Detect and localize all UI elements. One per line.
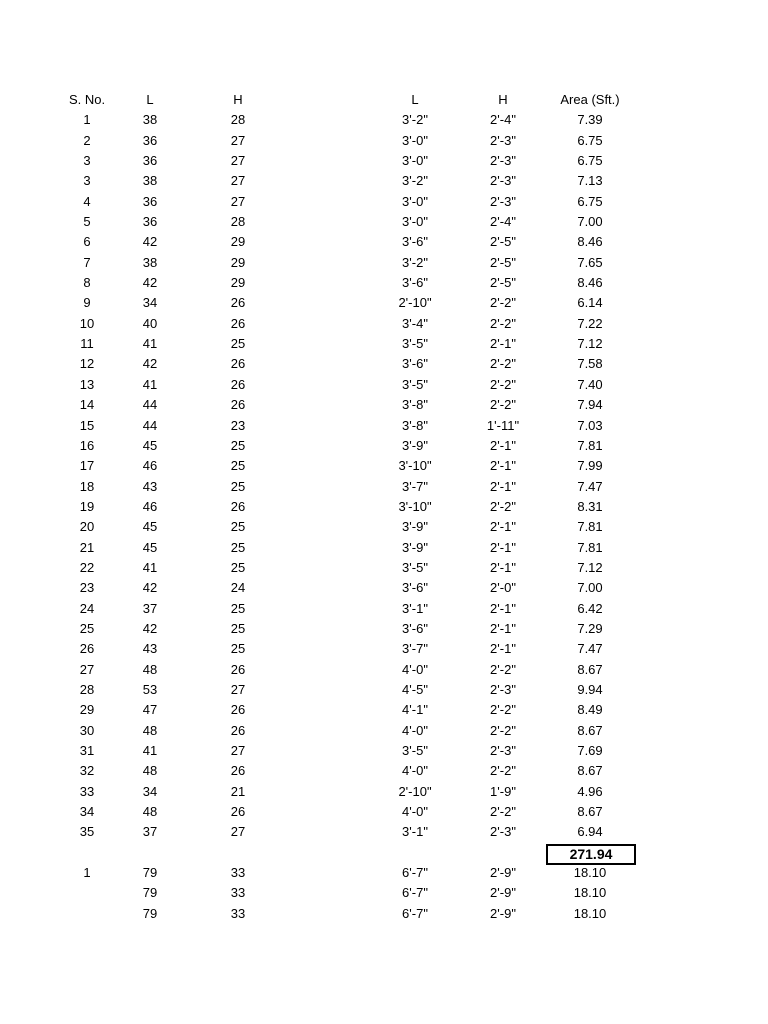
- cell-height-ft: 2'-2": [490, 763, 516, 779]
- cell-length-in: 46: [142, 458, 158, 474]
- cell-sno: 30: [79, 722, 95, 738]
- cell-area: 7.12: [577, 559, 603, 575]
- cell-height-ft: 2'-3": [490, 681, 516, 697]
- cell-area: 6.75: [577, 153, 603, 169]
- cell-length-ft: 3'-6": [402, 275, 428, 291]
- cell-height-in: 26: [230, 315, 246, 331]
- cell-length-in: 48: [142, 804, 158, 820]
- cell-length-ft: 6'-7": [402, 865, 428, 881]
- table-row: [0, 436, 768, 456]
- table-row: [0, 253, 768, 273]
- cell-length-ft: 3'-2": [402, 112, 428, 128]
- cell-height-in: 27: [230, 824, 246, 840]
- cell-length-ft: 4'-0": [402, 661, 428, 677]
- cell-area: 7.81: [577, 519, 603, 535]
- cell-length-ft: 2'-10": [398, 295, 432, 311]
- cell-sno: 19: [79, 498, 95, 514]
- cell-length-in: 48: [142, 763, 158, 779]
- cell-height-ft: 2'-1": [490, 641, 516, 657]
- cell-height-ft: 2'-3": [490, 153, 516, 169]
- cell-length-in: 45: [142, 437, 158, 453]
- table-row: [0, 171, 768, 191]
- cell-length-ft: 3'-10": [398, 458, 432, 474]
- cell-length-ft: 3'-9": [402, 437, 428, 453]
- table-row: [0, 334, 768, 354]
- cell-area: 8.46: [577, 234, 603, 250]
- table-row: [0, 904, 768, 924]
- cell-length-in: 48: [142, 661, 158, 677]
- cell-sno: 11: [80, 336, 94, 352]
- cell-area: 8.67: [577, 763, 603, 779]
- table-row: [0, 375, 768, 395]
- cell-sno: 17: [79, 458, 95, 474]
- cell-length-ft: 3'-2": [402, 173, 428, 189]
- table-row: [0, 721, 768, 741]
- cell-sno: 12: [79, 356, 95, 372]
- cell-length-ft: 3'-9": [402, 539, 428, 555]
- cell-length-in: 36: [142, 214, 158, 230]
- cell-height-in: 29: [230, 234, 246, 250]
- cell-height-ft: 2'-4": [490, 112, 516, 128]
- cell-height-ft: 2'-1": [490, 620, 516, 636]
- cell-sno: 23: [79, 580, 95, 596]
- cell-height-ft: 2'-3": [490, 824, 516, 840]
- cell-height-in: 27: [230, 153, 246, 169]
- cell-height-in: 26: [230, 722, 246, 738]
- cell-length-in: 36: [142, 153, 158, 169]
- header-height-in: H: [233, 92, 243, 107]
- table-row: [0, 599, 768, 619]
- table-body: [0, 110, 768, 842]
- cell-height-in: 27: [230, 173, 246, 189]
- cell-length-ft: 4'-5": [402, 681, 428, 697]
- cell-area: 9.94: [577, 681, 603, 697]
- cell-area: 6.94: [577, 824, 603, 840]
- cell-sno: 26: [79, 641, 95, 657]
- cell-sno: 14: [79, 397, 95, 413]
- cell-length-in: 41: [142, 559, 158, 575]
- cell-length-ft: 3'-4": [402, 315, 428, 331]
- table-row: [0, 619, 768, 639]
- cell-height-in: 25: [230, 336, 246, 352]
- cell-height-ft: 2'-1": [490, 458, 516, 474]
- cell-area: 8.49: [577, 702, 603, 718]
- cell-area: 8.46: [577, 275, 603, 291]
- cell-length-ft: 3'-1": [402, 824, 428, 840]
- cell-height-ft: 2'-2": [490, 702, 516, 718]
- table-row: [0, 232, 768, 252]
- cell-height-in: 25: [230, 458, 246, 474]
- cell-area: 7.65: [577, 254, 603, 270]
- cell-length-in: 42: [142, 275, 158, 291]
- table-row: [0, 497, 768, 517]
- cell-height-in: 33: [230, 865, 246, 881]
- cell-height-ft: 2'-1": [490, 437, 516, 453]
- cell-height-in: 26: [230, 356, 246, 372]
- cell-sno: 25: [79, 620, 95, 636]
- cell-height-ft: 2'-9": [490, 885, 516, 901]
- cell-height-ft: 2'-2": [490, 376, 516, 392]
- cell-height-in: 27: [230, 132, 246, 148]
- cell-length-in: 42: [142, 356, 158, 372]
- cell-height-in: 27: [230, 743, 246, 758]
- cell-length-in: 42: [142, 620, 158, 636]
- cell-height-in: 25: [230, 600, 246, 616]
- cell-length-ft: 3'-5": [402, 376, 428, 392]
- table-row: [0, 822, 768, 842]
- cell-area: 8.31: [577, 498, 603, 514]
- cell-length-in: 38: [142, 254, 158, 270]
- table-row: [0, 761, 768, 781]
- cell-length-in: 79: [142, 885, 158, 901]
- table-row: [0, 782, 768, 802]
- cell-length-in: 36: [142, 132, 158, 148]
- cell-length-ft: 3'-0": [402, 132, 428, 148]
- table-row: [0, 639, 768, 659]
- cell-length-in: 41: [142, 743, 158, 758]
- cell-area: 18.10: [573, 885, 607, 901]
- table-row: [0, 863, 768, 883]
- cell-height-ft: 2'-1": [490, 336, 516, 352]
- table-row: [0, 416, 768, 436]
- table-row: [0, 131, 768, 151]
- table-row: [0, 700, 768, 720]
- cell-length-ft: 3'-6": [402, 620, 428, 636]
- cell-sno: 10: [79, 315, 95, 331]
- cell-sno: 1: [83, 865, 91, 881]
- cell-length-ft: 2'-10": [398, 783, 432, 799]
- cell-area: 7.99: [577, 458, 603, 474]
- total-row: [0, 843, 768, 863]
- cell-length-in: 43: [142, 478, 158, 494]
- cell-length-in: 38: [142, 112, 158, 128]
- cell-height-in: 25: [230, 437, 246, 453]
- cell-length-ft: 3'-0": [402, 214, 428, 230]
- cell-height-in: 28: [230, 112, 246, 128]
- cell-area: 18.10: [573, 865, 607, 881]
- cell-height-ft: 2'-5": [490, 254, 516, 270]
- cell-sno: 2: [83, 132, 91, 148]
- cell-length-in: 41: [142, 376, 158, 392]
- cell-length-in: 38: [142, 173, 158, 189]
- cell-length-in: 79: [142, 905, 158, 921]
- cell-length-ft: 3'-0": [402, 153, 428, 169]
- cell-height-ft: 2'-3": [490, 132, 516, 148]
- cell-area: 6.14: [577, 295, 603, 311]
- cell-sno: 33: [79, 783, 95, 799]
- cell-length-ft: 3'-5": [402, 743, 428, 758]
- cell-area: 7.00: [577, 214, 603, 230]
- table-row: [0, 578, 768, 598]
- cell-height-ft: 2'-2": [490, 722, 516, 738]
- cell-area: 7.69: [577, 743, 603, 758]
- table-row: [0, 314, 768, 334]
- table-row: [0, 192, 768, 212]
- cell-area: 7.03: [577, 417, 603, 433]
- cell-area: 7.22: [577, 315, 603, 331]
- cell-height-in: 26: [230, 661, 246, 677]
- cell-height-ft: 2'-2": [490, 315, 516, 331]
- cell-length-ft: 4'-1": [402, 702, 428, 718]
- cell-area: 7.47: [577, 478, 603, 494]
- cell-length-ft: 3'-0": [402, 193, 428, 209]
- cell-height-in: 25: [230, 641, 246, 657]
- table-row: [0, 517, 768, 537]
- cell-length-in: 36: [142, 193, 158, 209]
- cell-height-in: 26: [230, 804, 246, 820]
- cell-height-in: 23: [230, 417, 246, 433]
- cell-sno: 15: [79, 417, 95, 433]
- cell-sno: 28: [79, 681, 95, 697]
- header-sno: S. No.: [68, 92, 106, 107]
- cell-sno: 3: [83, 173, 91, 189]
- cell-height-ft: 2'-5": [490, 234, 516, 250]
- cell-height-ft: 2'-1": [490, 519, 516, 535]
- cell-height-ft: 2'-3": [490, 173, 516, 189]
- cell-sno: 4: [83, 193, 91, 209]
- cell-length-ft: 3'-6": [402, 234, 428, 250]
- table-row: [0, 395, 768, 415]
- cell-length-ft: 3'-1": [402, 600, 428, 616]
- cell-sno: 6: [83, 234, 91, 250]
- cell-length-in: 43: [142, 641, 158, 657]
- cell-length-ft: 4'-0": [402, 804, 428, 820]
- cell-sno: 8: [83, 275, 91, 291]
- cell-sno: 31: [79, 743, 95, 758]
- cell-area: 6.75: [577, 132, 603, 148]
- cell-length-ft: 3'-7": [402, 641, 428, 657]
- table-row: [0, 883, 768, 903]
- table-row: [0, 151, 768, 171]
- cell-area: 18.10: [573, 905, 607, 921]
- table-row: [0, 558, 768, 578]
- table-row: [0, 680, 768, 700]
- cell-height-in: 26: [230, 397, 246, 413]
- cell-height-in: 25: [230, 620, 246, 636]
- cell-area: 4.96: [577, 783, 603, 799]
- cell-sno: 22: [79, 559, 95, 575]
- cell-height-ft: 2'-9": [490, 865, 516, 881]
- cell-length-ft: 4'-0": [402, 722, 428, 738]
- cell-height-in: 33: [230, 885, 246, 901]
- cell-length-in: 53: [142, 681, 158, 697]
- cell-height-in: 26: [230, 702, 246, 718]
- cell-length-in: 42: [142, 234, 158, 250]
- cell-length-ft: 3'-5": [402, 559, 428, 575]
- cell-height-ft: 2'-2": [490, 397, 516, 413]
- cell-height-ft: 2'-9": [490, 905, 516, 921]
- cell-height-in: 33: [230, 905, 246, 921]
- table-row: [0, 354, 768, 374]
- table-row: [0, 110, 768, 130]
- cell-height-ft: 2'-4": [490, 214, 516, 230]
- cell-height-in: 26: [230, 763, 246, 779]
- cell-length-in: 45: [142, 539, 158, 555]
- header-height-ft: H: [498, 92, 508, 107]
- cell-height-in: 25: [230, 559, 246, 575]
- cell-sno: 9: [83, 295, 91, 311]
- cell-sno: 18: [79, 478, 95, 494]
- cell-area: 8.67: [577, 722, 603, 738]
- cell-length-in: 34: [142, 783, 158, 799]
- cell-height-in: 27: [230, 193, 246, 209]
- cell-length-in: 42: [142, 580, 158, 596]
- cell-area: 7.47: [577, 641, 603, 657]
- cell-length-ft: 3'-8": [402, 417, 428, 433]
- header-row: [0, 90, 768, 110]
- cell-sno: 29: [79, 702, 95, 718]
- cell-length-in: 48: [142, 722, 158, 738]
- cell-length-ft: 3'-9": [402, 519, 428, 535]
- cell-length-in: 79: [142, 865, 158, 881]
- cell-height-in: 24: [230, 580, 246, 596]
- cell-height-ft: 2'-3": [490, 743, 516, 758]
- cell-height-ft: 2'-3": [490, 193, 516, 209]
- cell-length-in: 46: [142, 498, 158, 514]
- cell-length-ft: 3'-5": [402, 336, 428, 352]
- cell-sno: 1: [83, 112, 91, 128]
- cell-length-ft: 6'-7": [402, 905, 428, 921]
- cell-height-ft: 1'-11": [486, 417, 520, 433]
- cell-area: 8.67: [577, 661, 603, 677]
- cell-sno: 27: [79, 661, 95, 677]
- cell-area: 6.42: [577, 600, 603, 616]
- cell-height-in: 27: [230, 681, 246, 697]
- cell-sno: 5: [83, 214, 91, 230]
- table-row: [0, 273, 768, 293]
- extra-table-body: [0, 863, 768, 924]
- cell-area: 7.39: [577, 112, 603, 128]
- cell-sno: 32: [79, 763, 95, 779]
- cell-height-in: 25: [230, 519, 246, 535]
- cell-area: 7.13: [577, 173, 603, 189]
- cell-height-in: 21: [230, 783, 246, 799]
- table-row: [0, 660, 768, 680]
- cell-height-in: 25: [230, 539, 246, 555]
- cell-length-ft: 3'-2": [402, 254, 428, 270]
- cell-length-in: 44: [142, 397, 158, 413]
- cell-height-in: 29: [230, 275, 246, 291]
- cell-length-in: 34: [142, 295, 158, 311]
- cell-height-ft: 2'-2": [490, 661, 516, 677]
- cell-area: 7.94: [577, 397, 603, 413]
- cell-area: 6.75: [577, 193, 603, 209]
- cell-height-ft: 2'-1": [490, 478, 516, 494]
- table-row: [0, 538, 768, 558]
- spreadsheet-table: [0, 90, 768, 924]
- cell-sno: 24: [79, 600, 95, 616]
- table-row: [0, 212, 768, 232]
- total-area: 271.94: [546, 844, 636, 865]
- cell-sno: 13: [79, 376, 95, 392]
- cell-length-ft: 3'-6": [402, 356, 428, 372]
- cell-height-ft: 2'-2": [490, 295, 516, 311]
- cell-height-in: 26: [230, 498, 246, 514]
- cell-area: 7.81: [577, 539, 603, 555]
- cell-height-ft: 2'-0": [490, 580, 516, 596]
- cell-sno: 34: [79, 804, 95, 820]
- cell-area: 7.12: [577, 336, 603, 352]
- cell-height-in: 29: [230, 254, 246, 270]
- cell-height-ft: 2'-1": [490, 559, 516, 575]
- cell-height-ft: 2'-2": [490, 804, 516, 820]
- cell-length-in: 40: [142, 315, 158, 331]
- cell-height-ft: 1'-9": [490, 783, 516, 799]
- cell-sno: 16: [79, 437, 95, 453]
- header-length-in: L: [146, 92, 154, 107]
- cell-sno: 7: [83, 254, 91, 270]
- cell-length-ft: 3'-7": [402, 478, 428, 494]
- cell-length-in: 44: [142, 417, 158, 433]
- cell-length-in: 37: [142, 600, 158, 616]
- table-row: [0, 477, 768, 497]
- cell-height-in: 25: [230, 478, 246, 494]
- cell-area: 7.58: [577, 356, 603, 372]
- cell-height-in: 28: [230, 214, 246, 230]
- table-row: [0, 741, 768, 761]
- cell-height-in: 26: [230, 376, 246, 392]
- cell-area: 7.81: [577, 437, 603, 453]
- table-row: [0, 802, 768, 822]
- cell-height-ft: 2'-1": [490, 539, 516, 555]
- cell-area: 8.67: [577, 804, 603, 820]
- cell-sno: 3: [83, 153, 91, 169]
- header-area: Area (Sft.): [560, 92, 620, 107]
- cell-height-ft: 2'-1": [490, 600, 516, 616]
- cell-length-ft: 3'-10": [398, 498, 432, 514]
- cell-length-ft: 3'-6": [402, 580, 428, 596]
- cell-length-in: 41: [142, 336, 158, 352]
- cell-height-ft: 2'-2": [490, 356, 516, 372]
- cell-length-in: 37: [142, 824, 158, 840]
- table-row: [0, 293, 768, 313]
- cell-height-ft: 2'-2": [490, 498, 516, 514]
- header-length-ft: L: [411, 92, 419, 107]
- cell-height-in: 26: [230, 295, 246, 311]
- cell-length-in: 47: [142, 702, 158, 718]
- cell-sno: 21: [79, 539, 95, 555]
- cell-length-ft: 3'-8": [402, 397, 428, 413]
- table-row: [0, 456, 768, 476]
- cell-sno: 35: [79, 824, 95, 840]
- cell-area: 7.29: [577, 620, 603, 636]
- cell-length-ft: 4'-0": [402, 763, 428, 779]
- cell-area: 7.40: [577, 376, 603, 392]
- cell-sno: 20: [79, 519, 95, 535]
- cell-length-in: 45: [142, 519, 158, 535]
- cell-height-ft: 2'-5": [490, 275, 516, 291]
- cell-length-ft: 6'-7": [402, 885, 428, 901]
- cell-area: 7.00: [577, 580, 603, 596]
